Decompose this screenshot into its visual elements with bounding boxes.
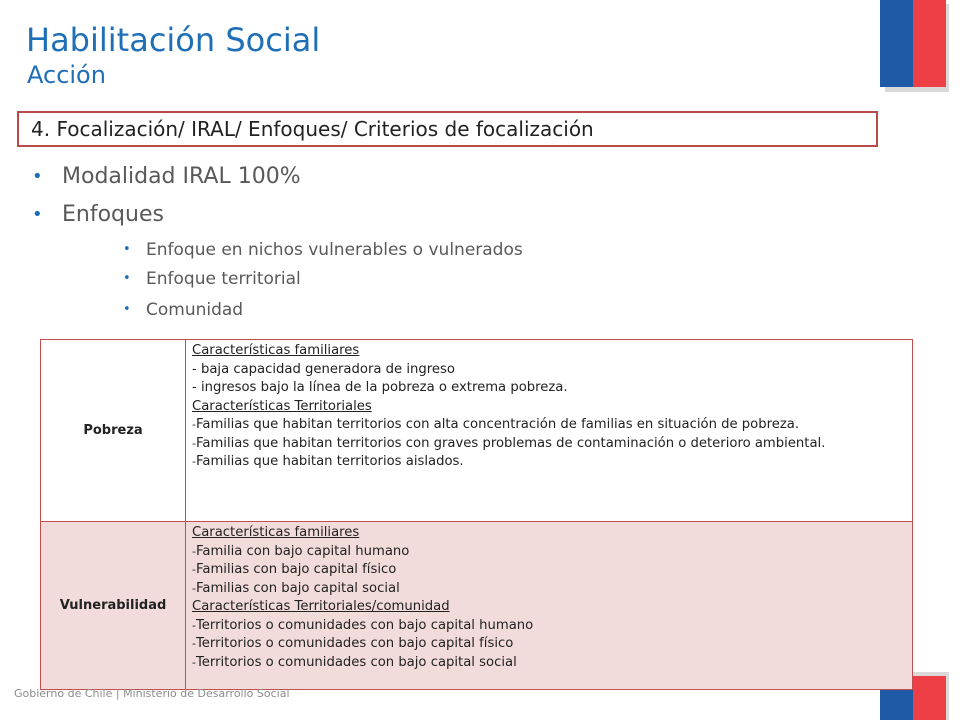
bullet-icon: • — [123, 302, 131, 317]
sub-bullet-text: Enfoque territorial — [146, 269, 301, 289]
sub-bullet-text: Enfoque en nichos vulnerables o vulnerados — [146, 240, 523, 260]
page-title: Habilitación Social — [26, 21, 321, 59]
dash-marker: - — [192, 637, 196, 650]
bullet-icon: • — [32, 204, 43, 225]
criteria-text: Características familiares — [192, 343, 360, 358]
criteria-line — [192, 617, 906, 636]
criteria-line — [192, 361, 906, 380]
criteria-line — [192, 635, 906, 654]
bullet-text: Enfoques — [62, 202, 164, 227]
dash-marker: - — [192, 563, 196, 576]
criteria-line — [192, 379, 906, 398]
criteria-text: Características Territoriales/comunidad — [192, 599, 450, 614]
table-row-pobreza — [41, 340, 913, 522]
bullet-icon: • — [32, 166, 43, 187]
bullet-text: Modalidad IRAL 100% — [62, 164, 301, 189]
criteria-text: Familias con bajo capital social — [195, 580, 400, 596]
row-header: Pobreza — [41, 340, 186, 522]
bullet-icon: • — [123, 271, 131, 286]
criteria-line — [192, 654, 906, 673]
criteria-line — [192, 561, 906, 580]
criteria-text: - baja capacidad generadora de ingreso — [192, 361, 455, 377]
dash-marker: - — [192, 418, 196, 431]
sub-bullet-item — [123, 239, 523, 261]
sub-bullet-item — [123, 299, 244, 321]
row-content — [186, 522, 913, 690]
dash-marker: - — [192, 455, 196, 468]
footer-text: Gobierno de Chile | Ministerio de Desarrollo Social — [14, 687, 290, 700]
criteria-line — [192, 580, 906, 599]
table-row-vulnerabilidad — [41, 522, 913, 690]
dash-marker: - — [192, 436, 196, 450]
government-flag-logo — [880, 0, 950, 92]
row-content — [186, 340, 913, 522]
section-heading-box — [17, 111, 878, 147]
criteria-text: - ingresos bajo la línea de la pobreza o extrema pobreza. — [192, 380, 568, 395]
row-header: Vulnerabilidad — [41, 522, 186, 690]
bullet-item — [32, 163, 301, 191]
criteria-line — [192, 543, 906, 562]
criteria-line — [192, 435, 906, 454]
focalization-criteria-table — [40, 339, 913, 690]
criteria-subheading — [192, 598, 906, 617]
criteria-text: Características familiares — [192, 525, 360, 540]
dash-marker: - — [192, 544, 196, 558]
criteria-text: Características Territoriales — [192, 398, 372, 414]
criteria-text: Territorios o comunidades con bajo capital físico — [195, 636, 514, 651]
section-heading: 4. Focalización/ IRAL/ Enfoques/ Criterios de focalización — [31, 117, 594, 141]
criteria-text: Familias que habitan territorios con alta concentración de familias en situación de pobreza. — [195, 417, 800, 432]
criteria-line — [192, 453, 906, 472]
sub-bullet-text: Comunidad — [146, 300, 244, 320]
criteria-subheading — [192, 524, 906, 543]
criteria-text: Familia con bajo capital humano — [195, 543, 410, 559]
criteria-text: Familias con bajo capital físico — [195, 562, 397, 577]
criteria-line — [192, 416, 906, 435]
criteria-text: Territorios o comunidades con bajo capital social — [195, 654, 517, 670]
sub-bullet-item — [123, 268, 301, 290]
bullet-icon: • — [123, 242, 131, 257]
bullet-item — [32, 201, 164, 229]
dash-marker: - — [192, 581, 196, 595]
criteria-subheading — [192, 342, 906, 361]
criteria-text: Territorios o comunidades con bajo capital humano — [195, 617, 534, 633]
page-subtitle: Acción — [27, 61, 106, 89]
criteria-text: Familias que habitan territorios aislados. — [195, 454, 464, 469]
dash-marker: - — [192, 655, 196, 669]
dash-marker: - — [192, 618, 196, 632]
criteria-subheading — [192, 398, 906, 417]
criteria-text: Familias que habitan territorios con graves problemas de contaminación o deterioro ambiental. — [195, 435, 826, 451]
